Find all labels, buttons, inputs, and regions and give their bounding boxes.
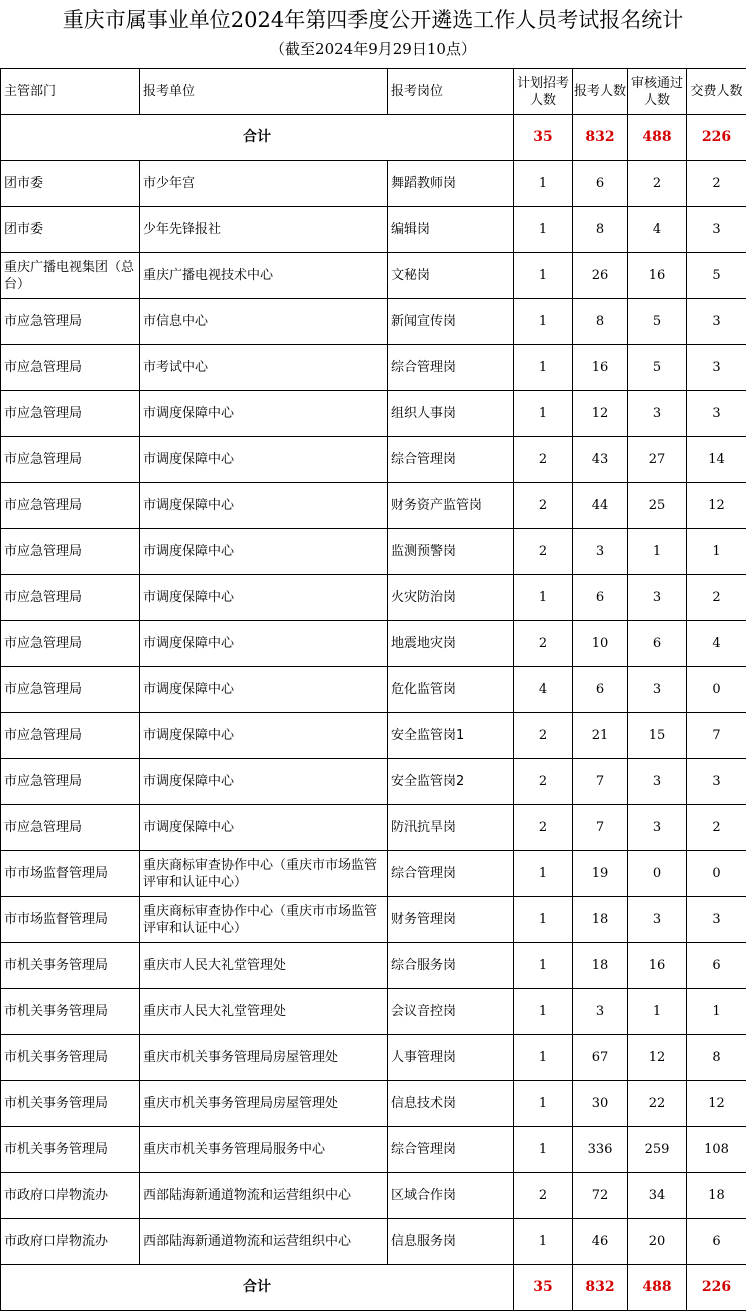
cell-pass: 3 (628, 805, 687, 851)
cell-pass: 16 (628, 943, 687, 989)
cell-post: 地震地灾岗 (388, 621, 514, 667)
cell-dept: 市应急管理局 (1, 805, 140, 851)
total-apply: 832 (573, 115, 628, 161)
cell-apply: 7 (573, 805, 628, 851)
cell-post: 新闻宣传岗 (388, 299, 514, 345)
cell-unit: 市调度保障中心 (140, 713, 388, 759)
cell-paid: 3 (687, 897, 746, 943)
cell-paid: 1 (687, 989, 746, 1035)
cell-pass: 5 (628, 299, 687, 345)
cell-post: 综合管理岗 (388, 437, 514, 483)
cell-dept: 市应急管理局 (1, 575, 140, 621)
cell-post: 财务管理岗 (388, 897, 514, 943)
cell-post: 火灾防治岗 (388, 575, 514, 621)
cell-plan: 4 (514, 667, 573, 713)
cell-post: 危化监管岗 (388, 667, 514, 713)
cell-paid: 5 (687, 253, 746, 299)
cell-dept: 市政府口岸物流办 (1, 1219, 140, 1265)
cell-apply: 16 (573, 345, 628, 391)
cell-paid: 7 (687, 713, 746, 759)
cell-pass: 27 (628, 437, 687, 483)
cell-unit: 重庆商标审查协作中心（重庆市市场监管评审和认证中心） (140, 851, 388, 897)
cell-apply: 44 (573, 483, 628, 529)
total-pass: 488 (628, 115, 687, 161)
table-row (1, 805, 746, 851)
total-paid: 226 (687, 115, 746, 161)
registration-table (0, 68, 746, 1311)
cell-dept: 市应急管理局 (1, 529, 140, 575)
document-subtitle: （截至2024年9月29日10点） (270, 40, 476, 58)
cell-plan: 1 (514, 1127, 573, 1173)
cell-unit: 市调度保障中心 (140, 483, 388, 529)
cell-pass: 3 (628, 575, 687, 621)
cell-apply: 46 (573, 1219, 628, 1265)
table-row (1, 345, 746, 391)
cell-apply: 10 (573, 621, 628, 667)
cell-plan: 2 (514, 713, 573, 759)
cell-pass: 25 (628, 483, 687, 529)
cell-post: 区域合作岗 (388, 1173, 514, 1219)
cell-plan: 1 (514, 1035, 573, 1081)
table-body (1, 115, 746, 1311)
cell-dept: 市应急管理局 (1, 713, 140, 759)
cell-dept: 重庆广播电视集团（总台） (1, 253, 140, 299)
cell-post: 综合管理岗 (388, 1127, 514, 1173)
total-apply: 832 (573, 1265, 628, 1311)
cell-pass: 1 (628, 529, 687, 575)
document-title: 重庆市属事业单位2024年第四季度公开遴选工作人员考试报名统计 (62, 8, 684, 32)
cell-dept: 市应急管理局 (1, 391, 140, 437)
cell-pass: 259 (628, 1127, 687, 1173)
cell-paid: 6 (687, 1219, 746, 1265)
cell-paid: 18 (687, 1173, 746, 1219)
total-label: 合计 (1, 1265, 514, 1311)
cell-pass: 12 (628, 1035, 687, 1081)
cell-post: 安全监管岗1 (388, 713, 514, 759)
cell-apply: 26 (573, 253, 628, 299)
cell-post: 会议音控岗 (388, 989, 514, 1035)
total-row-bottom (1, 1265, 746, 1311)
table-row (1, 667, 746, 713)
cell-apply: 67 (573, 1035, 628, 1081)
table-row (1, 1081, 746, 1127)
cell-apply: 43 (573, 437, 628, 483)
cell-paid: 8 (687, 1035, 746, 1081)
table-row (1, 851, 746, 897)
cell-apply: 8 (573, 207, 628, 253)
cell-unit: 市调度保障中心 (140, 529, 388, 575)
table-row (1, 759, 746, 805)
cell-dept: 团市委 (1, 161, 140, 207)
cell-paid: 3 (687, 391, 746, 437)
cell-unit: 市调度保障中心 (140, 437, 388, 483)
table-row (1, 1035, 746, 1081)
cell-unit: 重庆广播电视技术中心 (140, 253, 388, 299)
table-row (1, 1173, 746, 1219)
cell-unit: 重庆市机关事务管理局房屋管理处 (140, 1081, 388, 1127)
cell-post: 综合服务岗 (388, 943, 514, 989)
table-row (1, 299, 746, 345)
cell-paid: 108 (687, 1127, 746, 1173)
cell-paid: 2 (687, 575, 746, 621)
table-row (1, 391, 746, 437)
cell-apply: 72 (573, 1173, 628, 1219)
cell-post: 综合管理岗 (388, 345, 514, 391)
cell-pass: 0 (628, 851, 687, 897)
cell-pass: 16 (628, 253, 687, 299)
cell-plan: 1 (514, 299, 573, 345)
cell-unit: 重庆商标审查协作中心（重庆市市场监管评审和认证中心） (140, 897, 388, 943)
cell-pass: 3 (628, 759, 687, 805)
header-dept: 主管部门 (1, 69, 140, 115)
cell-paid: 12 (687, 483, 746, 529)
cell-apply: 19 (573, 851, 628, 897)
cell-pass: 34 (628, 1173, 687, 1219)
cell-dept: 市政府口岸物流办 (1, 1173, 140, 1219)
cell-apply: 18 (573, 943, 628, 989)
cell-unit: 市调度保障中心 (140, 759, 388, 805)
cell-pass: 3 (628, 897, 687, 943)
header-paid: 交费人数 (687, 69, 746, 115)
total-row-top (1, 115, 746, 161)
cell-unit: 重庆市机关事务管理局房屋管理处 (140, 1035, 388, 1081)
header-pass: 审核通过人数 (628, 69, 687, 115)
cell-apply: 30 (573, 1081, 628, 1127)
cell-post: 组织人事岗 (388, 391, 514, 437)
total-plan: 35 (514, 1265, 573, 1311)
cell-post: 信息技术岗 (388, 1081, 514, 1127)
cell-post: 防汛抗旱岗 (388, 805, 514, 851)
cell-pass: 2 (628, 161, 687, 207)
cell-plan: 2 (514, 529, 573, 575)
cell-pass: 4 (628, 207, 687, 253)
cell-plan: 2 (514, 805, 573, 851)
cell-plan: 1 (514, 345, 573, 391)
cell-paid: 0 (687, 667, 746, 713)
cell-paid: 12 (687, 1081, 746, 1127)
cell-plan: 1 (514, 253, 573, 299)
cell-apply: 18 (573, 897, 628, 943)
cell-apply: 336 (573, 1127, 628, 1173)
cell-dept: 市应急管理局 (1, 667, 140, 713)
cell-plan: 1 (514, 575, 573, 621)
cell-pass: 3 (628, 391, 687, 437)
table-row (1, 483, 746, 529)
cell-pass: 5 (628, 345, 687, 391)
cell-unit: 市调度保障中心 (140, 667, 388, 713)
cell-unit: 西部陆海新通道物流和运营组织中心 (140, 1219, 388, 1265)
cell-paid: 3 (687, 299, 746, 345)
cell-paid: 14 (687, 437, 746, 483)
cell-unit: 市调度保障中心 (140, 805, 388, 851)
cell-unit: 重庆市人民大礼堂管理处 (140, 943, 388, 989)
cell-plan: 2 (514, 437, 573, 483)
cell-pass: 3 (628, 667, 687, 713)
cell-plan: 2 (514, 759, 573, 805)
cell-plan: 1 (514, 391, 573, 437)
cell-unit: 市信息中心 (140, 299, 388, 345)
cell-unit: 市调度保障中心 (140, 575, 388, 621)
total-label: 合计 (1, 115, 514, 161)
total-paid: 226 (687, 1265, 746, 1311)
cell-post: 监测预警岗 (388, 529, 514, 575)
cell-plan: 2 (514, 621, 573, 667)
header-post: 报考岗位 (388, 69, 514, 115)
cell-plan: 1 (514, 1081, 573, 1127)
cell-unit: 重庆市机关事务管理局服务中心 (140, 1127, 388, 1173)
header-row (1, 69, 746, 115)
cell-dept: 市机关事务管理局 (1, 943, 140, 989)
cell-apply: 12 (573, 391, 628, 437)
cell-apply: 21 (573, 713, 628, 759)
total-plan: 35 (514, 115, 573, 161)
table-row (1, 943, 746, 989)
cell-paid: 6 (687, 943, 746, 989)
cell-post: 综合管理岗 (388, 851, 514, 897)
cell-pass: 22 (628, 1081, 687, 1127)
cell-unit: 西部陆海新通道物流和运营组织中心 (140, 1173, 388, 1219)
total-pass: 488 (628, 1265, 687, 1311)
cell-unit: 市调度保障中心 (140, 391, 388, 437)
cell-dept: 市市场监督管理局 (1, 897, 140, 943)
cell-pass: 20 (628, 1219, 687, 1265)
cell-paid: 0 (687, 851, 746, 897)
table-row (1, 575, 746, 621)
cell-paid: 1 (687, 529, 746, 575)
cell-post: 编辑岗 (388, 207, 514, 253)
cell-apply: 6 (573, 161, 628, 207)
cell-post: 信息服务岗 (388, 1219, 514, 1265)
cell-plan: 2 (514, 483, 573, 529)
cell-dept: 市机关事务管理局 (1, 1127, 140, 1173)
table-row (1, 897, 746, 943)
header-apply: 报考人数 (573, 69, 628, 115)
cell-post: 安全监管岗2 (388, 759, 514, 805)
cell-apply: 8 (573, 299, 628, 345)
table-row (1, 1219, 746, 1265)
table-row (1, 207, 746, 253)
cell-dept: 市应急管理局 (1, 483, 140, 529)
cell-paid: 2 (687, 161, 746, 207)
cell-dept: 市市场监督管理局 (1, 851, 140, 897)
cell-post: 人事管理岗 (388, 1035, 514, 1081)
cell-paid: 2 (687, 805, 746, 851)
cell-apply: 6 (573, 575, 628, 621)
table-row (1, 621, 746, 667)
document-header (0, 0, 746, 68)
cell-dept: 市机关事务管理局 (1, 989, 140, 1035)
cell-post: 财务资产监管岗 (388, 483, 514, 529)
table-row (1, 713, 746, 759)
cell-dept: 市应急管理局 (1, 345, 140, 391)
table-row (1, 989, 746, 1035)
cell-pass: 15 (628, 713, 687, 759)
cell-paid: 3 (687, 345, 746, 391)
header-unit: 报考单位 (140, 69, 388, 115)
cell-unit: 少年先锋报社 (140, 207, 388, 253)
cell-apply: 3 (573, 989, 628, 1035)
cell-post: 舞蹈教师岗 (388, 161, 514, 207)
cell-plan: 1 (514, 1219, 573, 1265)
header-plan: 计划招考人数 (514, 69, 573, 115)
cell-plan: 1 (514, 161, 573, 207)
cell-pass: 6 (628, 621, 687, 667)
cell-post: 文秘岗 (388, 253, 514, 299)
cell-plan: 1 (514, 989, 573, 1035)
cell-plan: 1 (514, 207, 573, 253)
cell-apply: 7 (573, 759, 628, 805)
table-row (1, 161, 746, 207)
cell-dept: 市机关事务管理局 (1, 1081, 140, 1127)
cell-pass: 1 (628, 989, 687, 1035)
cell-plan: 1 (514, 897, 573, 943)
table-row (1, 253, 746, 299)
cell-paid: 3 (687, 759, 746, 805)
cell-dept: 市机关事务管理局 (1, 1035, 140, 1081)
cell-dept: 市应急管理局 (1, 621, 140, 667)
cell-plan: 1 (514, 943, 573, 989)
cell-unit: 重庆市人民大礼堂管理处 (140, 989, 388, 1035)
cell-paid: 3 (687, 207, 746, 253)
cell-apply: 6 (573, 667, 628, 713)
table-row (1, 437, 746, 483)
cell-paid: 4 (687, 621, 746, 667)
cell-unit: 市调度保障中心 (140, 621, 388, 667)
cell-plan: 2 (514, 1173, 573, 1219)
cell-dept: 团市委 (1, 207, 140, 253)
cell-dept: 市应急管理局 (1, 299, 140, 345)
cell-dept: 市应急管理局 (1, 759, 140, 805)
table-row (1, 529, 746, 575)
cell-unit: 市少年宫 (140, 161, 388, 207)
cell-plan: 1 (514, 851, 573, 897)
cell-unit: 市考试中心 (140, 345, 388, 391)
cell-dept: 市应急管理局 (1, 437, 140, 483)
cell-apply: 3 (573, 529, 628, 575)
table-row (1, 1127, 746, 1173)
